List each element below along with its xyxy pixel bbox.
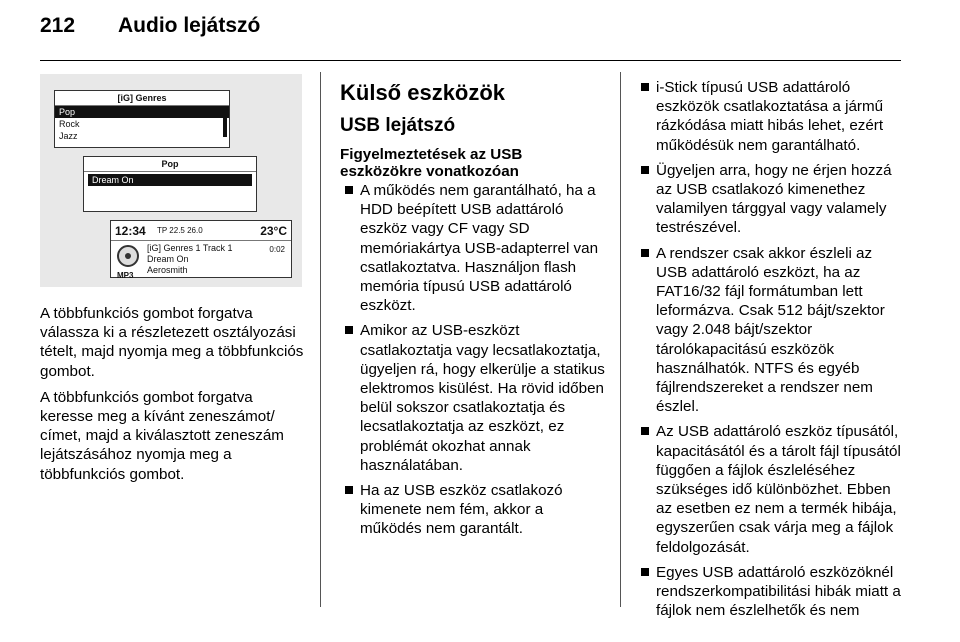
temperature: 23°C — [260, 224, 287, 238]
list-item-text: Ügyeljen arra, hogy ne érjen hozzá az USB csatlakozó kimenethez valamilyen tárggyal vagy valamely testrészével. — [656, 161, 892, 237]
list-item-text: Ha az USB eszköz csatlakozó kimenete nem fém, akkor a működés nem garantált. — [360, 482, 563, 538]
bullet-icon — [641, 83, 649, 91]
radio-display-illustration — [40, 74, 302, 287]
genres-menu-item: Jazz — [59, 131, 78, 141]
bullet-icon — [641, 427, 649, 435]
track-title: Dream On — [147, 254, 189, 264]
status-icons: TP 22.5 26.0 — [157, 226, 203, 235]
genres-menu-title: [iG] Genres — [55, 91, 229, 106]
page-title: Audio lejátszó — [118, 14, 261, 37]
format-label: MP3 — [117, 271, 134, 280]
right-column — [636, 78, 904, 626]
list-item-text: Az USB adattároló eszköz típusától, kapacitásától és a tárolt fájl típusától függően a fájlok észleléséhez szükséges idő különbözhet. Ebben az esetben ez nem a termék hibája, egyszerűen csak várja meg a fájlok feldolgozását. — [656, 423, 901, 556]
now-playing-screen — [110, 220, 292, 278]
list-item-text: Egyes USB adattároló eszközöknél rendszerkompatibilitási hibák miatt a fájlok nem észlelhetők és nem — [656, 563, 901, 620]
artist-name: Aerosmith — [147, 265, 188, 275]
list-item — [340, 181, 606, 315]
bullet-icon — [345, 186, 353, 194]
elapsed-time: 0:02 — [269, 245, 285, 254]
page-number: 212 — [40, 14, 76, 37]
cd-icon — [117, 245, 139, 267]
genres-menu-screen — [54, 90, 230, 148]
bullet-icon — [641, 568, 649, 576]
pop-list-title: Pop — [84, 157, 256, 172]
genres-menu-item: Pop — [55, 106, 229, 118]
list-item-text: i-Stick típusú USB adattároló eszközök csatlakoztatása a jármű rázkódása miatt hibás lehet, ezért működésük nem garantálható. — [656, 79, 884, 154]
middle-column — [340, 80, 606, 545]
list-item — [340, 481, 606, 539]
list-item-text: A működés nem garantálható, ha a HDD beépített USB adattároló eszköz vagy CF vagy SD memóriakártya USB-adapterrel van csatlakoztatva. Használjon flash memória típusú USB adattároló eszközt. — [360, 182, 599, 315]
warning-title: Figyelmeztetések az USB eszközökre vonatkozóan — [340, 146, 523, 180]
list-item-text: A rendszer csak akkor észleli az USB adattároló eszközt, ha az FAT16/32 fájl formátumban lett leformázva. Csak 512 bájt/szektor vagy 2.048 bájt/szektor tárolókapacitású eszközök használhatók. NTFS és egyéb fájlrendszereket a rendszer nem észlel. — [656, 244, 885, 416]
pop-list-item: Dream On — [88, 174, 252, 186]
list-item — [636, 78, 904, 155]
genres-menu-item: Rock — [59, 119, 80, 129]
left-column — [40, 304, 306, 491]
instruction-paragraph: A többfunkciós gombot forgatva válassza ki a részletezett osztályozási tételt, majd nyomja meg a többfunkciós gombot. — [40, 305, 304, 380]
header-rule — [40, 60, 901, 61]
column-divider — [620, 72, 621, 607]
instruction-paragraph: A többfunkciós gombot forgatva keresse meg a kívánt zeneszámot/ címet, majd a kiválasztott zeneszám lejátszásához nyomja meg a többfunkciós gombot. — [40, 388, 284, 483]
list-item — [636, 244, 904, 417]
bullet-icon — [345, 326, 353, 334]
status-divider — [111, 240, 291, 241]
list-item-text: Amikor az USB-eszközt csatlakoztatja vagy lecsatlakoztatja, ügyeljen rá, hogy elkerülje a statikus elektromos kisülést. Ha rövid időben belül sokszor csatlakoztatja és lecsatlakoztatja az eszközt, ez problémát okozhat annak használatában. — [360, 322, 605, 474]
menu-scrollbar — [223, 107, 227, 137]
bullet-icon — [641, 249, 649, 257]
list-item — [340, 321, 606, 475]
column-divider — [320, 72, 321, 607]
list-item — [636, 161, 904, 238]
section-heading: Külső eszközök — [340, 80, 506, 105]
clock-time: 12:34 — [115, 224, 146, 238]
list-item — [636, 563, 904, 621]
section-subheading: USB lejátszó — [340, 115, 456, 136]
track-info: [iG] Genres 1 Track 1 — [147, 243, 233, 253]
bullet-icon — [641, 166, 649, 174]
pop-list-screen — [83, 156, 257, 212]
bullet-icon — [345, 486, 353, 494]
list-item — [636, 422, 904, 556]
